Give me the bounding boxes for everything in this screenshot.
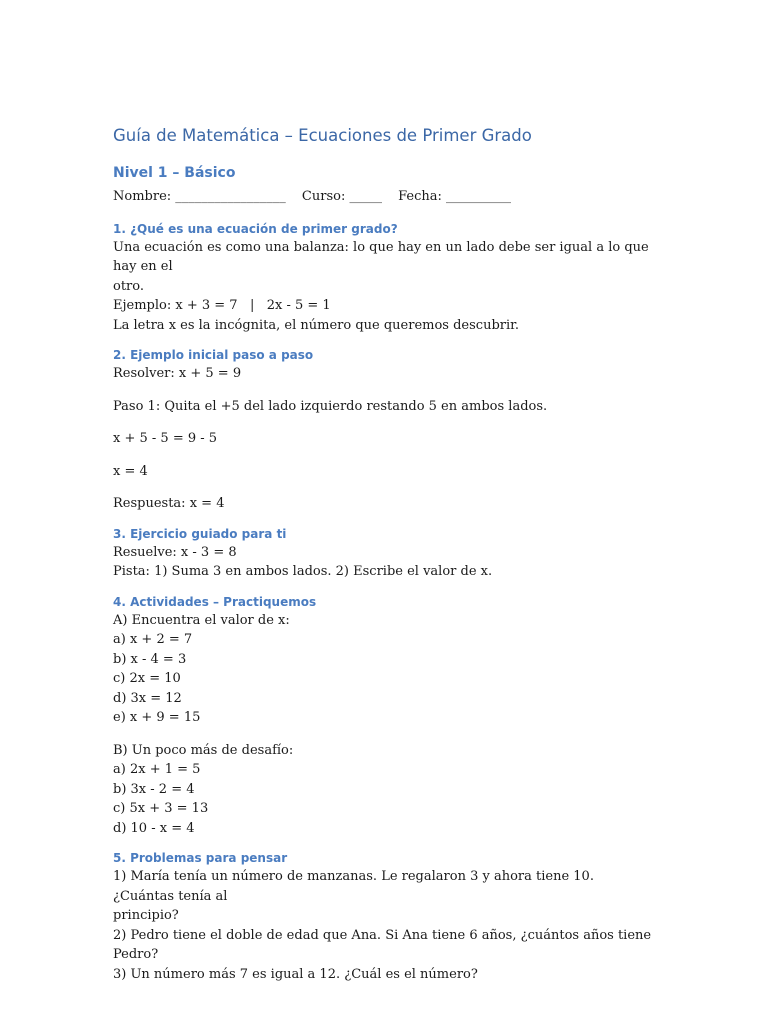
problem-1: 1) María tenía un número de manzanas. Le regalaron 3 y ahora tiene 10. ¿Cuántas tenía al [113, 869, 594, 904]
problem-2: 2) Pedro tiene el doble de edad que Ana. Si Ana tiene 6 años, ¿cuántos años tiene Pedro? [113, 927, 652, 962]
list-item: b) x - 4 = 3 [113, 651, 187, 667]
list-item: c) 5x + 3 = 13 [113, 801, 209, 816]
section-1-text: Una ecuación es como una balanza: lo que hay en un lado debe ser igual a lo que hay en el [113, 239, 649, 274]
list-item: a) 2x + 1 = 5 [113, 762, 201, 777]
list-item: e) x + 9 = 15 [113, 710, 201, 725]
section-2-problem: Resolver: x + 5 = 9 [113, 366, 242, 381]
section-4-heading: 4. Actividades – Practiquemos [113, 594, 317, 609]
section-5 [113, 849, 653, 984]
document-title: Guía de Matemática – Ecuaciones de Primer Grado [113, 126, 532, 145]
problem-1-cont: principio? [113, 908, 179, 923]
level-heading: Nivel 1 – Básico [113, 165, 236, 181]
name-field: Nombre: _________________ [113, 189, 286, 204]
list-item: d) 3x = 12 [113, 690, 182, 706]
section-2-result: x = 4 [113, 463, 148, 479]
student-header [113, 187, 653, 207]
list-item: b) 3x - 2 = 4 [113, 781, 195, 797]
section-1-note: La letra x es la incógnita, el número que queremos descubrir. [113, 317, 520, 333]
activity-b-title: B) Un poco más de desafío: [113, 742, 294, 758]
list-item: d) 10 - x = 4 [113, 820, 195, 836]
section-1 [113, 220, 653, 336]
section-1-text-cont: otro. [113, 278, 144, 294]
section-2 [113, 346, 653, 514]
list-item: c) 2x = 10 [113, 671, 181, 686]
list-item: a) x + 2 = 7 [113, 632, 193, 647]
section-3-hint: Pista: 1) Suma 3 en ambos lados. 2) Escribe el valor de x. [113, 564, 493, 579]
section-2-heading: 2. Ejemplo inicial paso a paso [113, 348, 314, 362]
section-2-step: Paso 1: Quita el +5 del lado izquierdo restando 5 en ambos lados. [113, 398, 548, 414]
section-3-heading: 3. Ejercicio guiado para ti [113, 526, 287, 541]
course-field: Curso: _____ [301, 189, 382, 204]
section-2-answer: Respuesta: x = 4 [113, 496, 225, 511]
problem-3: 3) Un número más 7 es igual a 12. ¿Cuál es el número? [113, 966, 478, 982]
section-5-heading: 5. Problemas para pensar [113, 851, 288, 865]
section-3-problem: Resuelve: x - 3 = 8 [113, 544, 237, 560]
section-1-example: Ejemplo: x + 3 = 7 | 2x - 5 = 1 [113, 298, 331, 313]
section-3 [113, 525, 653, 582]
date-field: Fecha: __________ [398, 189, 512, 204]
document-content [113, 124, 653, 984]
section-2-equation: x + 5 - 5 = 9 - 5 [113, 431, 218, 446]
section-4 [113, 593, 653, 839]
section-1-heading: 1. ¿Qué es una ecuación de primer grado? [113, 221, 398, 236]
activity-a-title: A) Encuentra el valor de x: [113, 612, 290, 628]
